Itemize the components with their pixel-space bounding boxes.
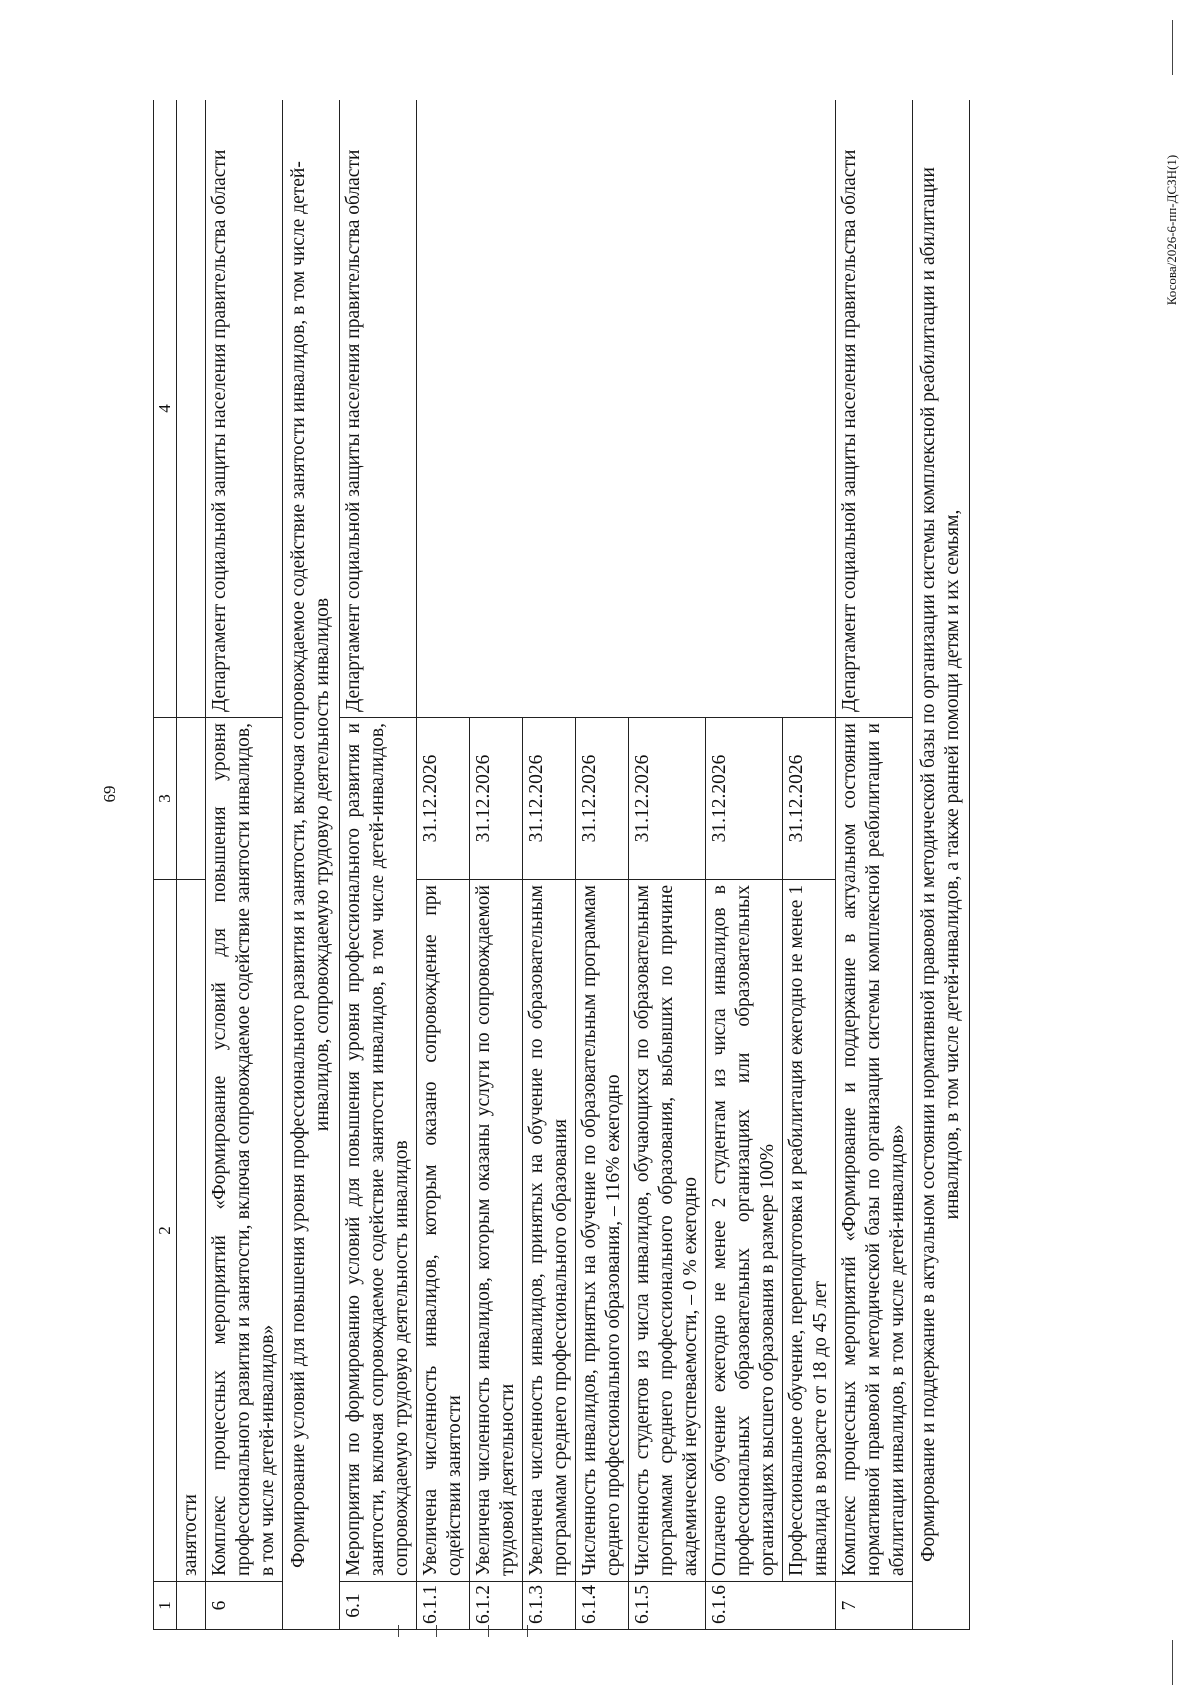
- cell-num: 6.1: [340, 1582, 417, 1630]
- cell-date: 31.12.2026: [523, 718, 576, 880]
- cell-date: 31.12.2026: [783, 718, 836, 880]
- cell-text: Численность инвалидов, принятых на обучение по образовательным программам среднего профессионального образования, – 116% ежегодно: [576, 880, 629, 1582]
- cell-text: Увеличена численность инвалидов, принятых на обучение по образовательным программам среднего профессионального образования: [523, 880, 576, 1582]
- cell-text: Увеличена численность инвалидов, которым оказано сопровождение при содействии занятости: [417, 880, 470, 1582]
- cell-date: [177, 718, 206, 880]
- cell-date: 31.12.2026: [470, 718, 523, 880]
- cell-num: [177, 1582, 206, 1630]
- cell-num: 6.1.6: [706, 1582, 836, 1630]
- cell-num: 6.1.1: [417, 1582, 470, 1630]
- margin-rule-top: [1172, 20, 1173, 75]
- cell-responsible: Департамент социальной защиты населения правительства области: [340, 100, 417, 718]
- complex-row: [206, 100, 283, 1630]
- cell-date: 31.12.2026: [629, 718, 706, 880]
- cell-num: 6: [206, 1582, 283, 1630]
- cell-text: Численность студентов из числа инвалидов, обучающихся по образовательным программам среднего профессионального образования, выбывших по причине академической неуспеваемости, – 0 % ежегодно: [629, 880, 706, 1582]
- cell-text: Профессиональное обучение, переподготовка и реабилитация ежегодно не менее 1 инвалида в возрасте от 18 до 45 лет: [783, 880, 836, 1582]
- cell-responsible: [417, 100, 836, 718]
- task-row: [913, 100, 970, 1630]
- header-row: [154, 100, 177, 1630]
- cell-text: Оплачено обучение ежегодно не менее 2 студентам из числа инвалидов в профессиональных образовательных организациях или образовательных организациях высшего образования в размере 100%: [706, 880, 783, 1582]
- footer-code: Косова/2026-6-пп-ДСЗН(1): [1164, 154, 1179, 306]
- cell-num: 6.1.5: [629, 1582, 706, 1630]
- cell-date: 31.12.2026: [576, 718, 629, 880]
- rotated-page: [153, 100, 1018, 1630]
- cell-date: 31.12.2026: [706, 718, 783, 880]
- events-table: [153, 100, 970, 1630]
- page-number: 69: [100, 785, 119, 803]
- header-cell: 4: [154, 100, 177, 718]
- table-frame: [153, 100, 1018, 1630]
- cell-responsible: [177, 100, 206, 718]
- margin-rule-bottom: [1172, 1640, 1173, 1685]
- task-text: Формирование условий для повышения уровня профессионального развития и занятости, включая сопровождаемое содействие занятости инвалидов, в том числе детей-инвалидов, сопровождаемую трудовую деятельность инвалидов: [283, 100, 340, 1630]
- task-text: Формирование и поддержание в актуальном состоянии нормативной правовой и методической базы по организации системы комплексной реабилитации и абилитации инвалидов, в том числе детей-инвалидов, а также ранней помощи детям и их семьям,: [913, 100, 970, 1630]
- cell-text: Мероприятия по формированию условий для повышения уровня профессионального развития и занятости, включая сопровождаемое содействие занятости инвалидов, в том числе детей-инвалидов, сопровождаемую трудовую деятельность инвалидов: [340, 718, 417, 1582]
- measure-row: [340, 100, 417, 1630]
- cell-text: Увеличена численность инвалидов, которым оказаны услуги по сопровождаемой трудовой деятельности: [470, 880, 523, 1582]
- cell-text: Комплекс процессных мероприятий «Формирование условий для повышения уровня профессионального развития и занятости, включая сопровождаемое содействие занятости инвалидов, в том числе детей-инвалидов»: [206, 718, 283, 1582]
- cell-responsible: Департамент социальной защиты населения правительства области: [836, 100, 913, 718]
- cell-num: 6.1.3: [523, 1582, 576, 1630]
- continuation-row: [177, 100, 206, 1630]
- cell-num: 6.1.2: [470, 1582, 523, 1630]
- cell-date: 31.12.2026: [417, 718, 470, 880]
- header-cell: 3: [154, 718, 177, 880]
- continuation-text: занятости: [177, 880, 206, 1582]
- header-cell: 2: [154, 880, 177, 1582]
- cell-num: 6.1.4: [576, 1582, 629, 1630]
- header-cell: 1: [154, 1582, 177, 1630]
- task-row: [283, 100, 340, 1630]
- cell-text: Комплекс процессных мероприятий «Формирование и поддержание в актуальном состоянии нормативной правовой и методической базы по организации системы комплексной реабилитации и абилитации инвалидов, в том числе детей-инвалидов»: [836, 718, 913, 1582]
- result-row: [417, 100, 470, 1630]
- cell-responsible: Департамент социальной защиты населения правительства области: [206, 100, 283, 718]
- cell-num: 7: [836, 1582, 913, 1630]
- complex-row: [836, 100, 913, 1630]
